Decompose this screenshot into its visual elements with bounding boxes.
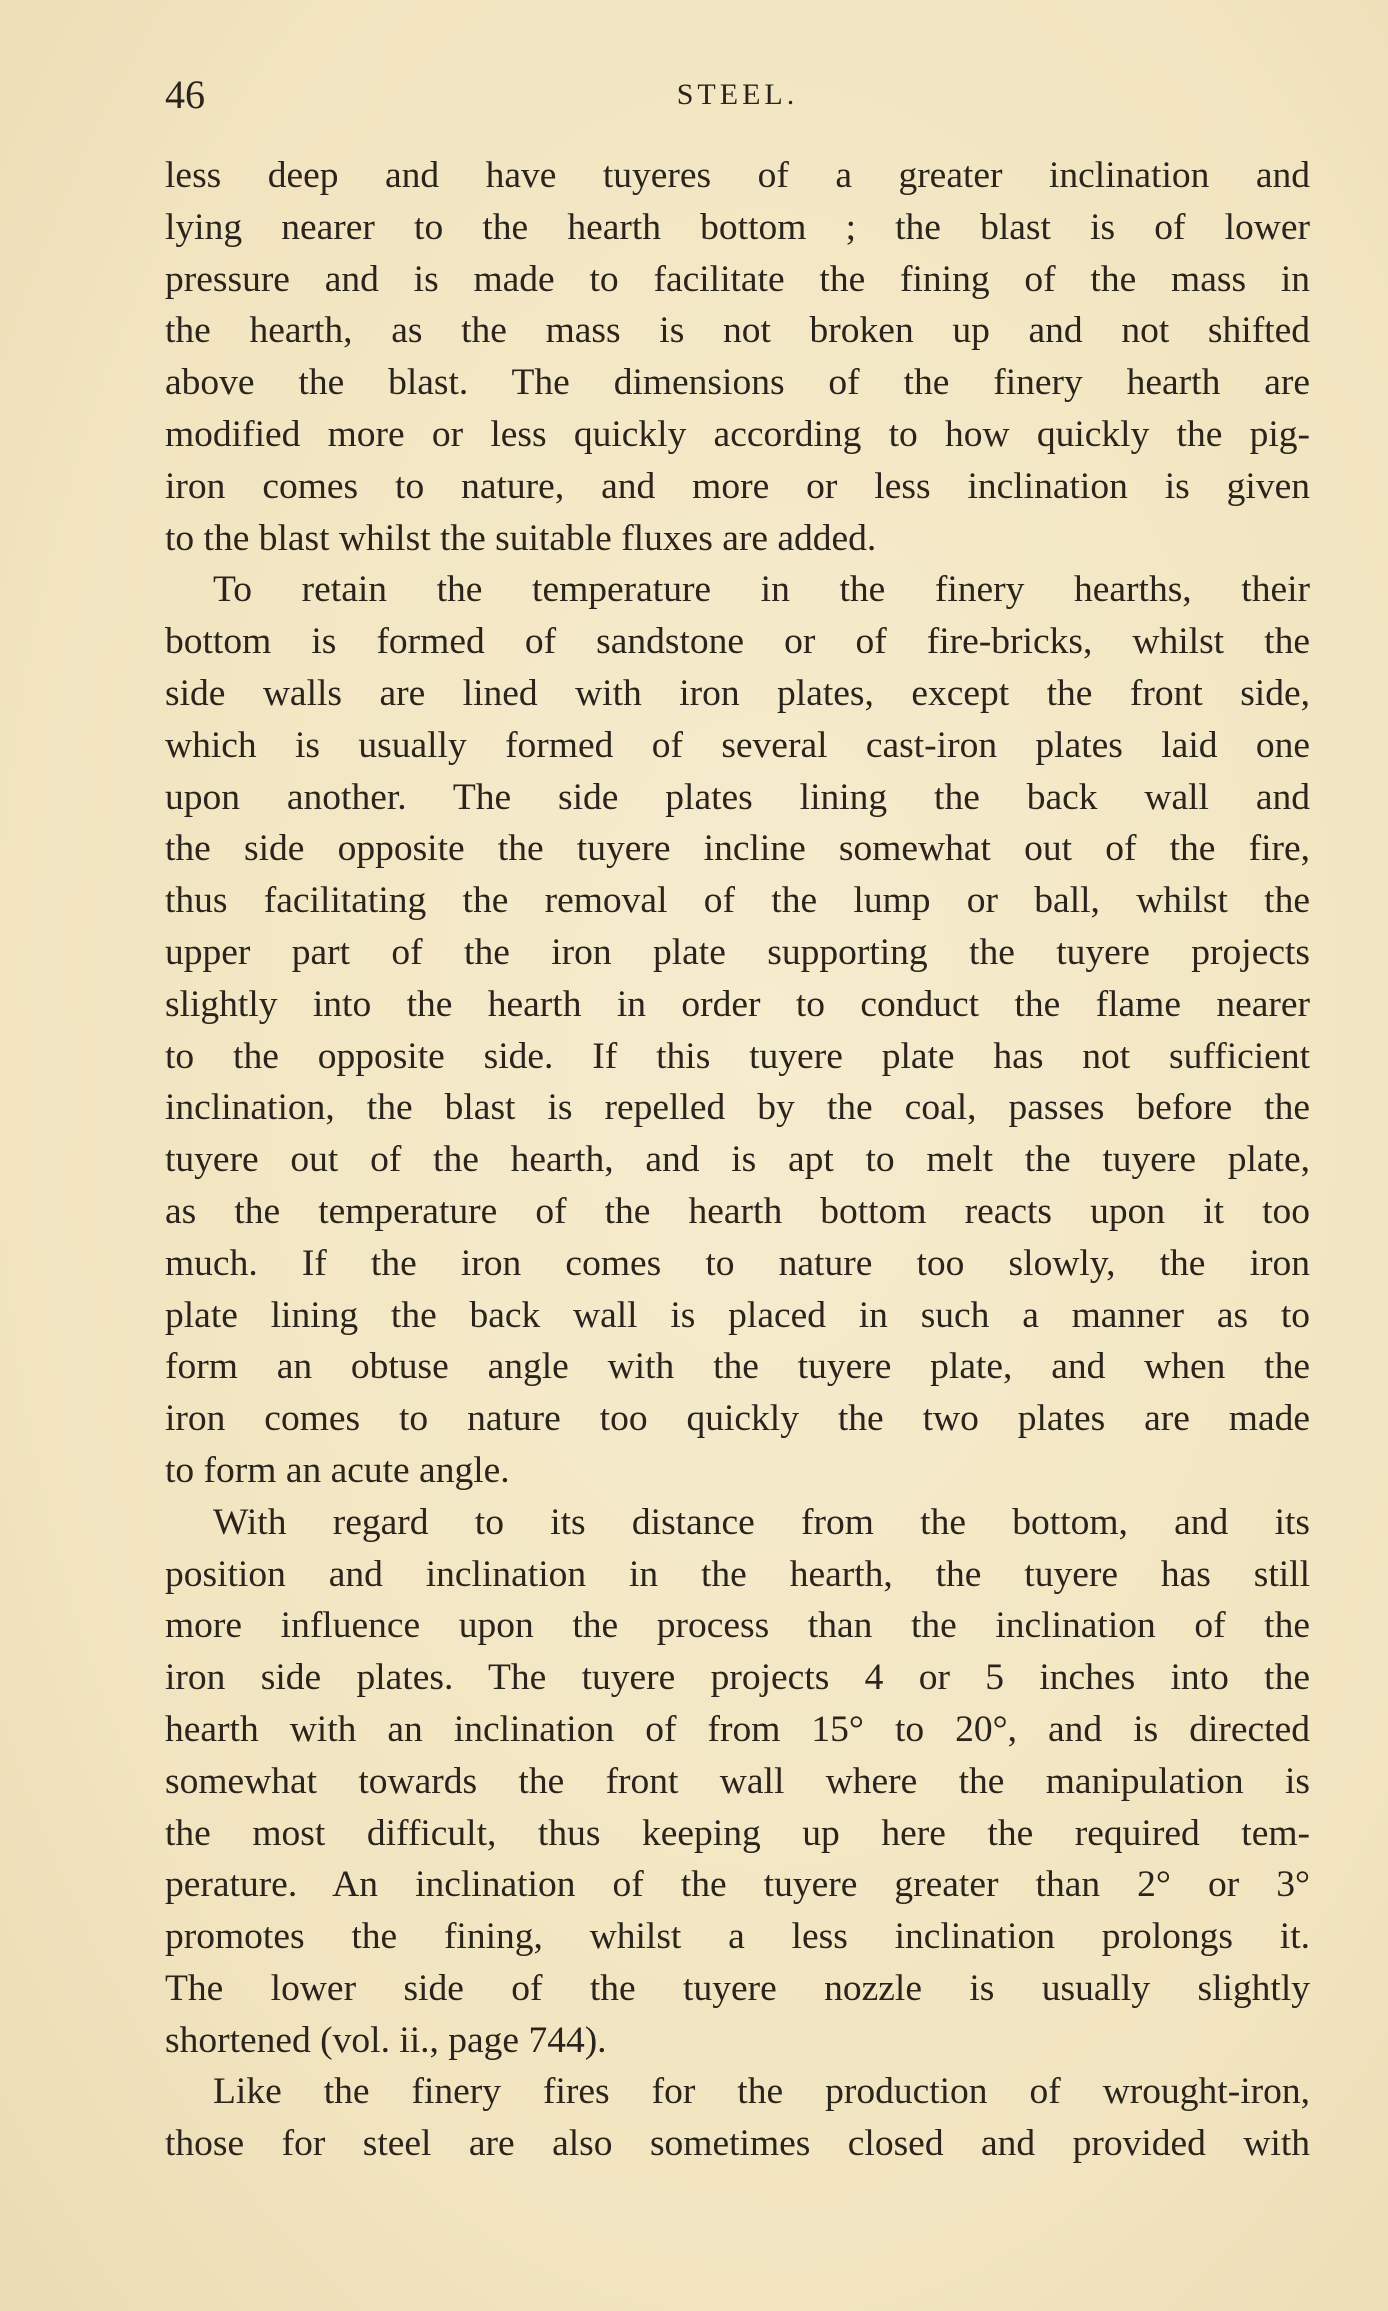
text-line: modified more or less quickly according to how quickly the pig- <box>165 413 1310 455</box>
body-text <box>165 150 1310 2170</box>
paragraph <box>165 2066 1310 2170</box>
text-line: thus facilitating the removal of the lump or ball, whilst the <box>165 880 1310 922</box>
text-line: form an obtuse angle with the tuyere plate, and when the <box>165 1346 1310 1388</box>
text-line: somewhat towards the front wall where the manipulation is <box>165 1760 1310 1802</box>
text-line: plate lining the back wall is placed in such a manner as to <box>165 1294 1310 1336</box>
text-line: iron comes to nature, and more or less inclination is given <box>165 465 1310 507</box>
text-line: iron side plates. The tuyere projects 4 or 5 inches into the <box>165 1657 1310 1699</box>
text-line: lying nearer to the hearth bottom ; the blast is of lower <box>165 206 1310 248</box>
text-line: position and inclination in the hearth, the tuyere has still <box>165 1553 1310 1595</box>
paragraph <box>165 150 1310 564</box>
text-line: the side opposite the tuyere incline somewhat out of the fire, <box>165 828 1310 870</box>
text-line: more influence upon the process than the inclination of the <box>165 1605 1310 1647</box>
text-line: to the blast whilst the suitable fluxes are added. <box>165 517 877 559</box>
text-line: upon another. The side plates lining the back wall and <box>165 776 1310 818</box>
text-line: slightly into the hearth in order to conduct the flame nearer <box>165 983 1310 1025</box>
paragraph <box>165 1497 1310 2067</box>
text-line: Like the finery fires for the production of wrought-iron, <box>213 2071 1310 2113</box>
text-line: To retain the temperature in the finery hearths, their <box>213 569 1310 611</box>
text-line: the hearth, as the mass is not broken up and not shifted <box>165 310 1310 352</box>
running-title: STEEL. <box>676 78 799 111</box>
text-line: inclination, the blast is repelled by the coal, passes before the <box>165 1087 1310 1129</box>
text-line: shortened (vol. ii., page 744). <box>165 2019 607 2061</box>
page-number: 46 <box>165 72 205 117</box>
page-header <box>165 70 1310 120</box>
text-line: much. If the iron comes to nature too slowly, the iron <box>165 1242 1310 1284</box>
text-line: which is usually formed of several cast-iron plates laid one <box>165 724 1310 766</box>
text-line: the most difficult, thus keeping up here the required tem- <box>165 1812 1310 1854</box>
text-line: tuyere out of the hearth, and is apt to melt the tuyere plate, <box>165 1139 1310 1181</box>
text-line: as the temperature of the hearth bottom reacts upon it too <box>165 1190 1310 1232</box>
text-line: those for steel are also sometimes closed and provided with <box>165 2123 1310 2165</box>
text-line: With regard to its distance from the bottom, and its <box>213 1501 1310 1543</box>
text-line: perature. An inclination of the tuyere greater than 2° or 3° <box>165 1864 1310 1906</box>
text-line: above the blast. The dimensions of the finery hearth are <box>165 362 1310 404</box>
text-line: iron comes to nature too quickly the two plates are made <box>165 1398 1310 1440</box>
text-line: The lower side of the tuyere nozzle is usually slightly <box>165 1967 1310 2009</box>
text-line: pressure and is made to facilitate the fining of the mass in <box>165 258 1310 300</box>
text-line: upper part of the iron plate supporting the tuyere projects <box>165 931 1310 973</box>
text-line: less deep and have tuyeres of a greater inclination and <box>165 155 1310 196</box>
text-line: promotes the fining, whilst a less inclination prolongs it. <box>165 1916 1310 1958</box>
text-line: bottom is formed of sandstone or of fire-bricks, whilst the <box>165 621 1310 663</box>
text-line: to the opposite side. If this tuyere plate has not sufficient <box>165 1035 1310 1077</box>
text-line: hearth with an inclination of from 15° to 20°, and is directed <box>165 1708 1310 1750</box>
paragraph <box>165 564 1310 1496</box>
text-line: to form an acute angle. <box>165 1449 510 1491</box>
text-line: side walls are lined with iron plates, except the front side, <box>165 672 1310 714</box>
